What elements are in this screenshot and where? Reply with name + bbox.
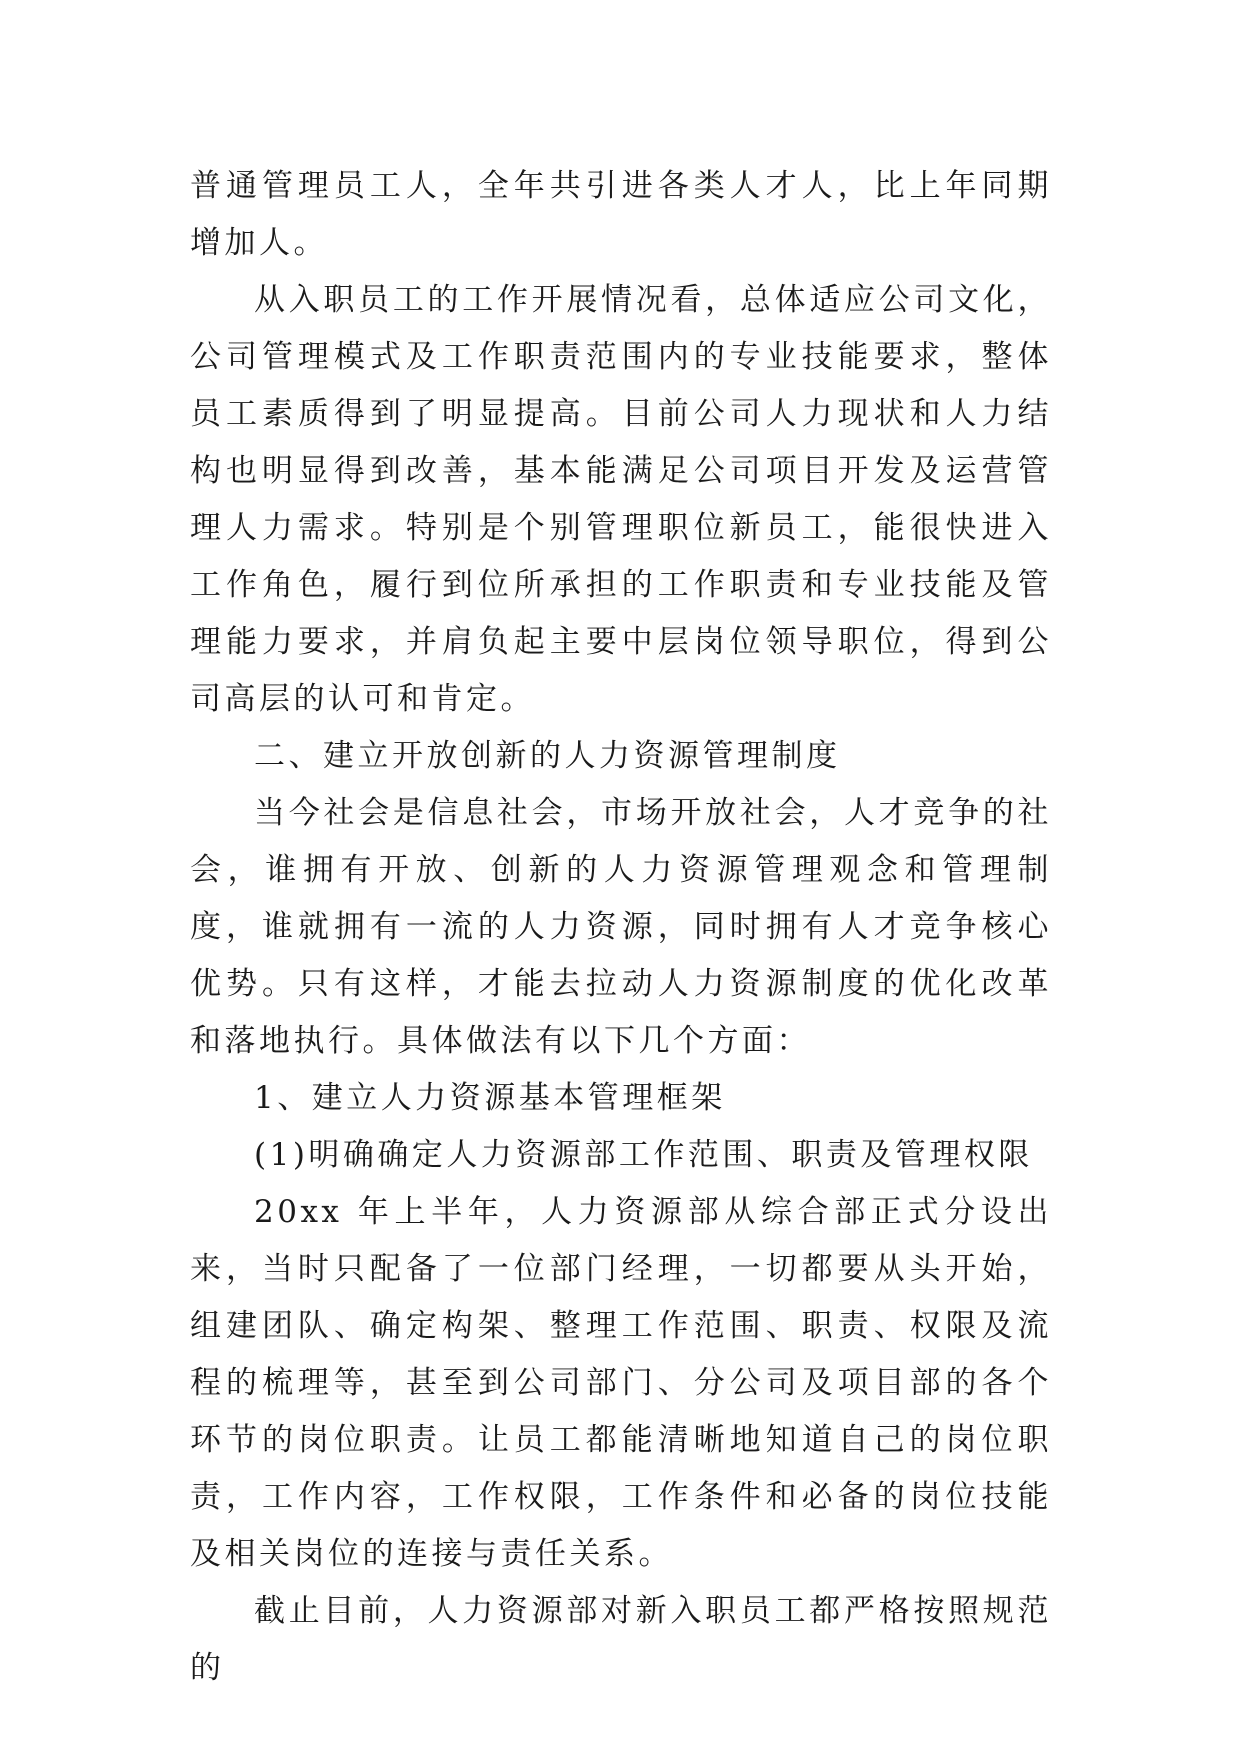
paragraph-new-employee-performance: 从入职员工的工作开展情况看，总体适应公司文化，公司管理模式及工作职责范围内的专业技能要求，整体员工素质得到了明显提高。目前公司人力现状和人力结构也明显得到改善，基本能满足公司项目开发及运营管理人力需求。特别是个别管理职位新员工，能很快进入工作角色，履行到位所承担的工作职责和专业技能及管理能力要求，并肩负起主要中层岗位领导职位，得到公司高层的认可和肯定。	[190, 282, 1052, 717]
subsection-heading-1: 1、建立人力资源基本管理框架	[254, 1080, 726, 1116]
paragraph-hr-department-setup: 20xx 年上半年，人力资源部从综合部正式分设出来，当时只配备了一位部门经理，一切都要从头开始，组建团队、确定构架、整理工作范围、职责、权限及流程的梳理等，甚至到公司部门、分公司及项目部的各个环节的岗位职责。让员工都能清晰地知道自己的岗位职责，工作内容，工作权限，工作条件和必备的岗位技能及相关岗位的连接与责任关系。	[190, 1194, 1052, 1572]
paragraph-hiring-summary: 普通管理员工人，全年共引进各类人才人，比上年同期增加人。	[190, 168, 1052, 261]
document-body	[190, 158, 1052, 1697]
section-heading-2: 二、建立开放创新的人力资源管理制度	[254, 738, 841, 774]
subsection-heading-1-1: (1)明确确定人力资源部工作范围、职责及管理权限	[254, 1137, 1033, 1173]
paragraph-open-innovation: 当今社会是信息社会，市场开放社会，人才竞争的社会，谁拥有开放、创新的人力资源管理观念和管理制度，谁就拥有一流的人力资源，同时拥有人才竞争核心优势。只有这样，才能去拉动人力资源制度的优化改革和落地执行。具体做法有以下几个方面：	[190, 795, 1052, 1059]
paragraph-current-status: 截止目前，人力资源部对新入职员工都严格按照规范的	[190, 1593, 1052, 1686]
